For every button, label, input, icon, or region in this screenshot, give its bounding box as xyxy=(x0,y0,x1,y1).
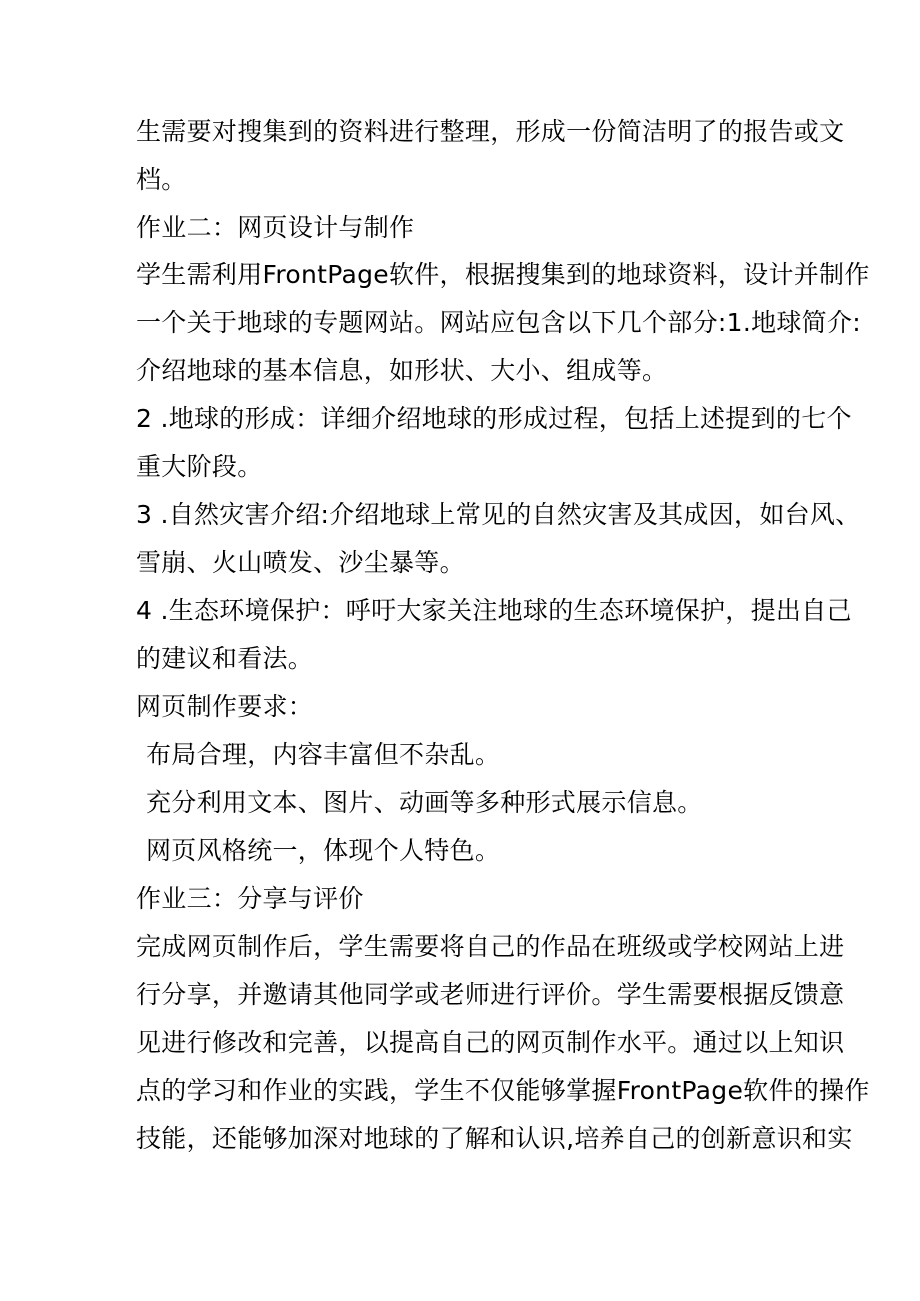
section-heading: 作业三：分享与评价 xyxy=(136,884,364,913)
text-line: 点的学习和作业的实践，学生不仅能够掌握FrontPage软件的操作 xyxy=(136,1076,870,1105)
text-line: 学生需利用FrontPage软件，根据搜集到的地球资料，设计并制作 xyxy=(136,260,870,289)
text-line: 行分享，并邀请其他同学或老师进行评价。学生需要根据反馈意 xyxy=(136,980,845,1009)
requirement-item: 网页风格统一，体现个人特色。 xyxy=(146,836,501,865)
list-item: 3 .自然灾害介绍:介绍地球上常见的自然灾害及其成因，如台风、 xyxy=(136,500,861,529)
list-item: 2 .地球的形成：详细介绍地球的形成过程，包括上述提到的七个 xyxy=(136,404,852,433)
text-line: 见进行修改和完善，以提高自己的网页制作水平。通过以上知识 xyxy=(136,1028,845,1057)
text-line: 的建议和看法。 xyxy=(136,644,314,673)
text-line: 雪崩、火山喷发、沙尘暴等。 xyxy=(136,548,465,577)
text-line: 生需要对搜集到的资料进行整理，形成一份简洁明了的报告或文 xyxy=(136,117,845,146)
section-heading: 作业二：网页设计与制作 xyxy=(136,213,415,242)
requirement-item: 布局合理，内容丰富但不杂乱。 xyxy=(146,740,501,769)
list-item: 4 .生态环境保护：呼吁大家关注地球的生态环境保护，提出自己 xyxy=(136,596,852,625)
text-line: 档。 xyxy=(136,165,187,194)
text-line: 介绍地球的基本信息，如形状、大小、组成等。 xyxy=(136,356,668,385)
text-line: 完成网页制作后，学生需要将自己的作品在班级或学校网站上进 xyxy=(136,932,845,961)
requirement-item: 充分利用文本、图片、动画等多种形式展示信息。 xyxy=(146,788,703,817)
text-line: 技能，还能够加深对地球的了解和认识,培养自己的创新意识和实 xyxy=(136,1124,853,1153)
subheading: 网页制作要求： xyxy=(136,692,314,721)
text-line: 重大阶段。 xyxy=(136,452,263,481)
text-line: 一个关于地球的专题网站。网站应包含以下几个部分:1.地球简介: xyxy=(136,308,862,337)
